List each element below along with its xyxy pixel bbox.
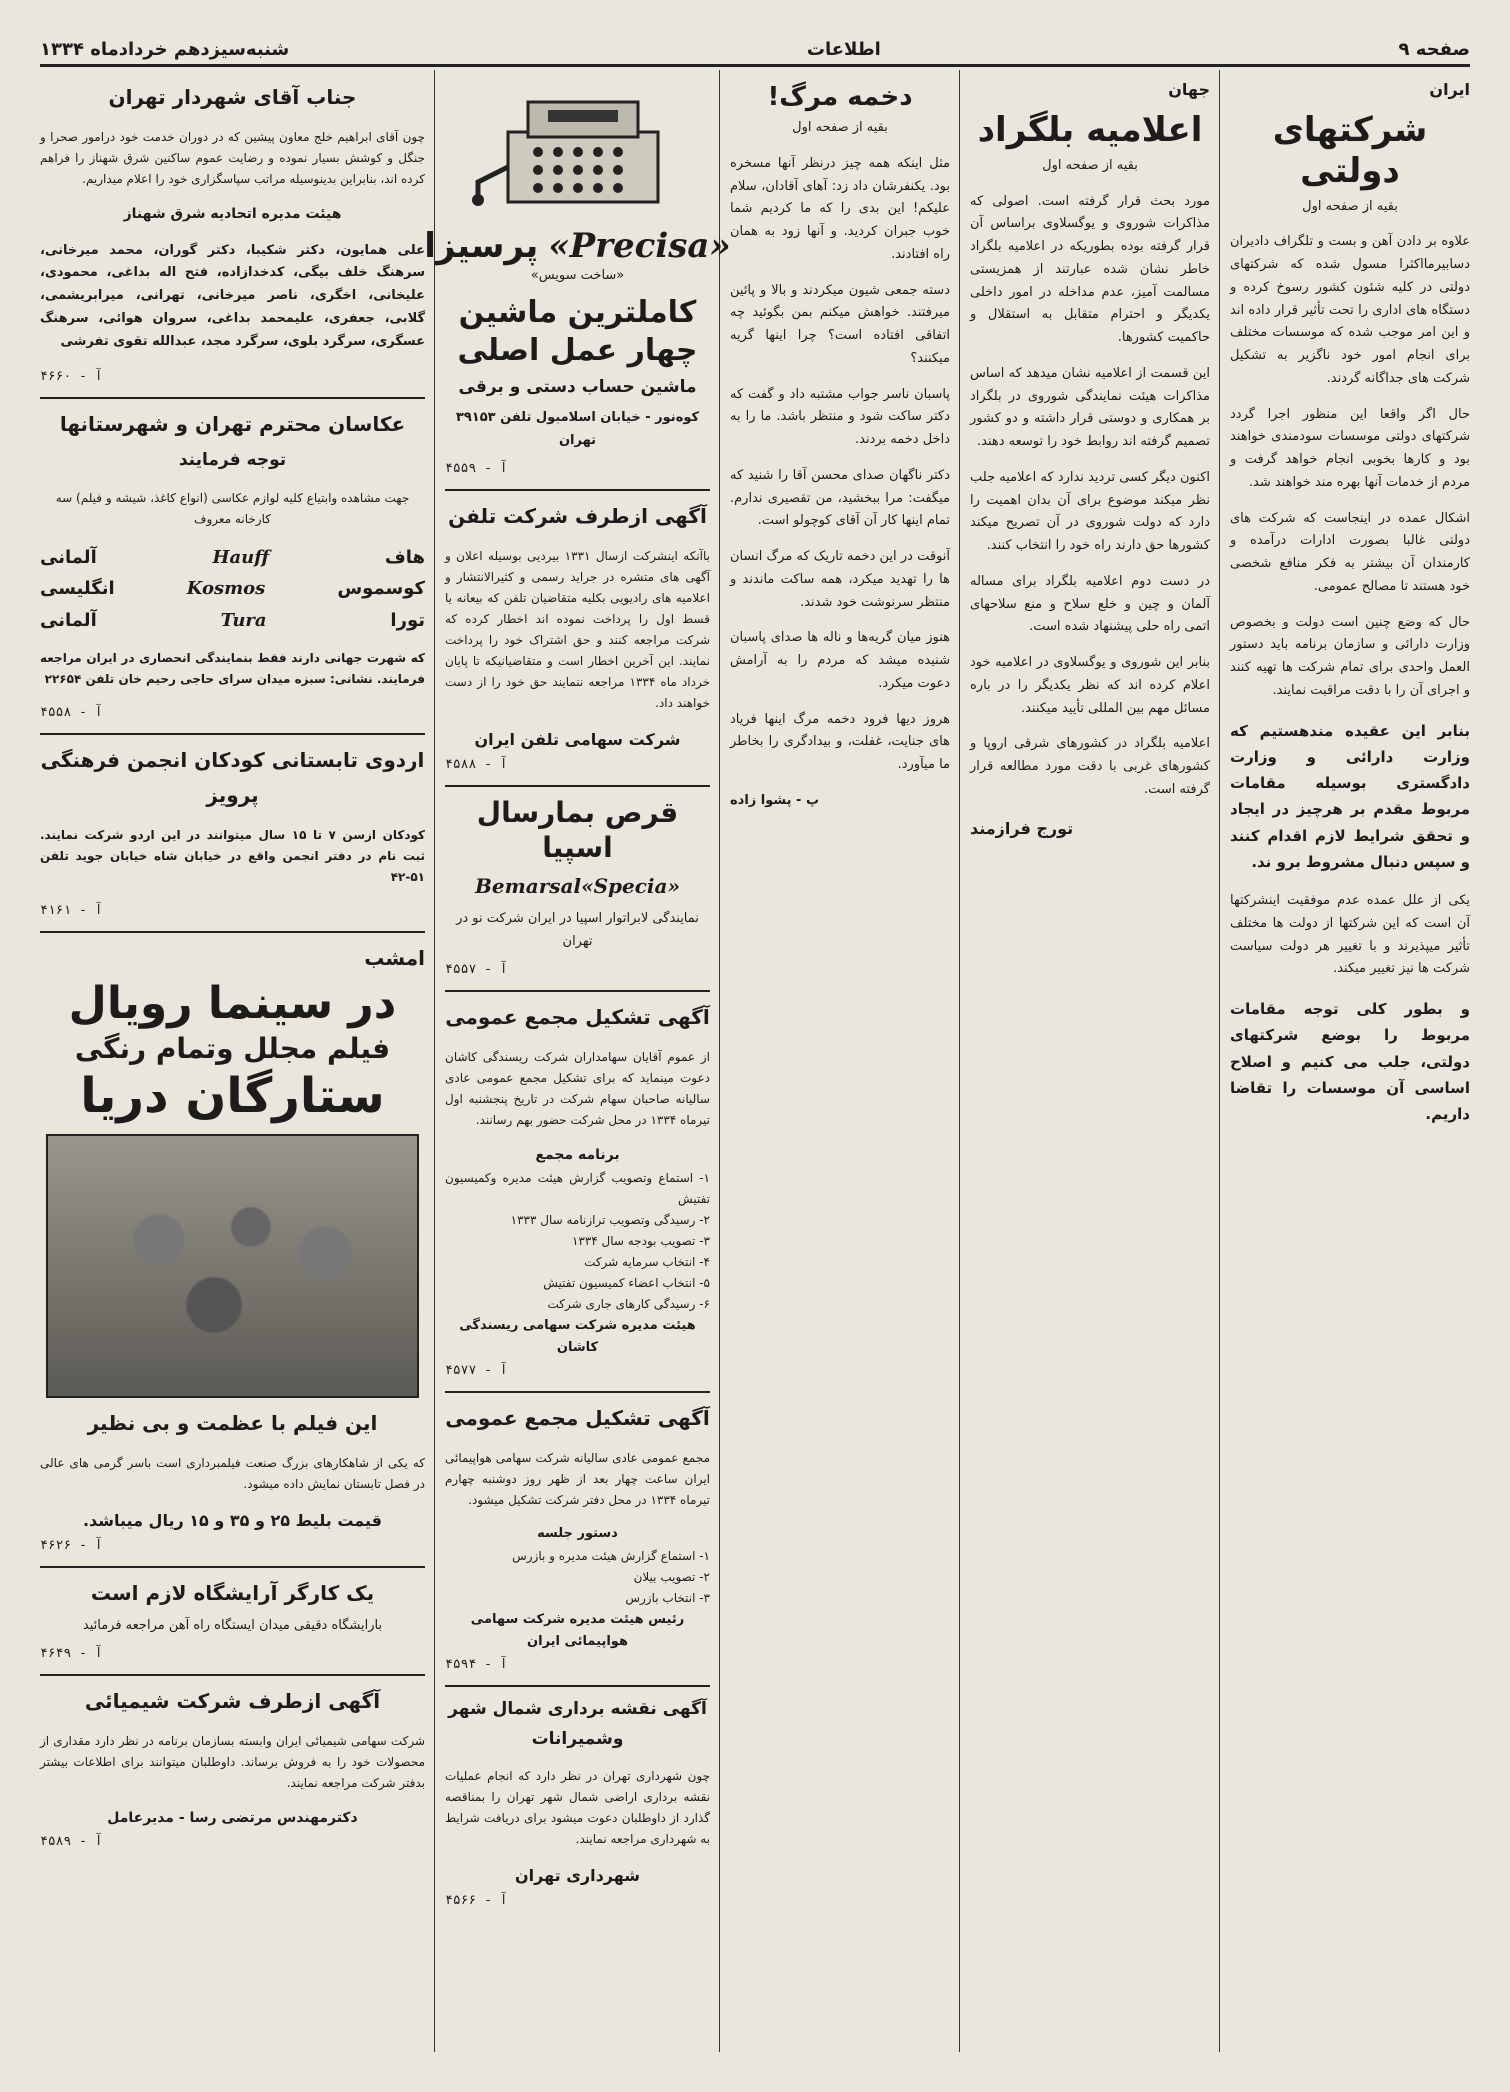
brand-row xyxy=(40,542,425,574)
article-paragraph: در دست دوم اعلامیه بلگراد برای مساله آلمان و چین و خلع سلاح و منع سلاحهای اتمی راه حلی پیشنهاد شده است. xyxy=(970,573,1210,635)
ad-body: کودکان ازسن ۷ تا ۱۵ سال میتوانند در این اردو شرکت نمایند. ثبت نام در دفتر انجمن واقع در خیابان شاه خیابان جوید تلفن ۵۱-۴۲ xyxy=(40,828,425,884)
brand-country: آلمانی xyxy=(40,609,97,631)
byline: تورج فرازمند xyxy=(970,818,1074,838)
brand-row xyxy=(40,605,425,637)
ad-body: جهت مشاهده وابتیاع کلیه لوازم عکاسی (انواع کاغذ، شیشه و فیلم) سه کارخانه معروف xyxy=(55,490,410,526)
article-paragraph: اکنون دیگر کسی تردید ندارد که اعلامیه جلب نظر میکند موضوع برای آن بدان اهمیت را دارد که دولت شوروی در آن تصریح میکند کشورها حق دارند راه خود را انتخاب کنند. xyxy=(970,469,1210,554)
ad-code: آ - ۴۵۵۷ xyxy=(445,962,508,978)
article-paragraph: اعلامیه بلگراد در کشورهای شرقی اروپا و کشورهای غربی با دقت مورد مطالعه قرار گرفته است. xyxy=(970,736,1210,797)
film-title: ستارگان دریا xyxy=(80,1067,385,1124)
article-paragraph: این قسمت از اعلامیه نشان میدهد که اساس مذاکرات هیئت نمایندگی شوروی در بلگراد بر همکاری و دوستی قرار داشته و دو کشور تصمیم گرفته اند روابط خود را توسعه دهند. xyxy=(970,365,1210,450)
article-paragraph: هنوز میان گریه‌ها و ناله ها صدای پاسبان شنیده میشد که مردم را به آرامش دعوت میکرد. xyxy=(730,630,950,691)
tonight-label: امشب xyxy=(364,945,425,970)
article-paragraph: هروز دیها فرود دخمه مرگ اینها فریاد های جنایت، غفلت، و بیدادگری را بخاطر ما میآورد. xyxy=(730,711,950,773)
ad-code: آ - ۴۵۸۸ xyxy=(445,757,508,773)
brand-name: تورا xyxy=(390,609,425,631)
agenda-item: ۳- انتخاب بازرس xyxy=(625,1590,710,1605)
article-paragraph: پاسبان ناسر جواب مشتبه داد و گفت که دکتر ساکت شود و منتظر باشد. ما را به داخل دخمه بردند. xyxy=(730,386,950,448)
brand-name: هاف xyxy=(384,546,425,568)
signatory-names: علی همایون، دکتر شکیبا، دکتر گوران، محمد میرخانی، سرهنگ خلف بیگی، کدخدازاده، فتح اله بداغی، محمودی، علیخانی، اخگری، ناصر میرخانی، تهرانی، میرابریشمی، گلابی، جعفری، علیمحمد بداغی، سروان هوائی، سرهنگ عسگری، سرگرد بلوی، سرگرد مجد، عبدالله تقوی تفرشی xyxy=(40,242,425,349)
film-still-photo xyxy=(46,1134,419,1398)
agenda-item: ۶- رسیدگی کارهای جاری شرکت xyxy=(547,1296,710,1311)
brand-latin: «Precisa» xyxy=(548,226,731,266)
ad-signature: شهرداری تهران xyxy=(514,1866,641,1886)
brand-country: انگلیسی xyxy=(40,578,115,600)
brand-row xyxy=(40,573,425,605)
agenda-item: ۴- انتخاب سرمایه شرکت xyxy=(584,1254,710,1269)
ad-code: آ - ۴۵۷۷ xyxy=(445,1363,508,1379)
film-description: که یکی از شاهکارهای بزرگ صنعت فیلمبرداری است باسر گرمی های عالی در فصل تابستان نمایش داده میشود. xyxy=(40,1455,425,1491)
continued-note: بقیه از صفحه اول xyxy=(1302,198,1398,214)
ad-code: آ - ۴۱۶۱ xyxy=(40,903,103,918)
brand-latin: Kosmos xyxy=(186,578,266,600)
agenda-item: ۳- تصویب بودجه سال ۱۳۳۴ xyxy=(571,1233,710,1248)
ad-body: چون شهرداری تهران در نظر دارد که انجام عملیات نقشه برداری اراضی شمال شهر تهران را بمناقصه گذارد از داوطلبان دعوت میشود برای دریافت شرایط به شهرداری مراجعه نمایند. xyxy=(445,1769,710,1847)
ad-code: آ - ۴۶۴۹ xyxy=(40,1646,103,1662)
column-story xyxy=(730,76,950,2052)
ad-body: مجمع عمومی عادی سالیانه شرکت سهامی هواپیمائی ایران ساعت چهار بعد از ظهر روز دوشنبه چهارم تیرماه ۱۳۳۴ در محل دفتر شرکت تشکیل میشود. xyxy=(445,1450,710,1507)
column-ads-left xyxy=(40,76,425,2052)
article-headline: اعلامیه بلگراد xyxy=(977,110,1203,150)
article-paragraph: اشکال عمده در اینجاست که شرکت های دولتی غالبا بصورت ادارات درآمده و کارمندان آن بیشتر به فکر منافع شخصی خود هستند تا مصالح عمومی. xyxy=(1230,510,1470,594)
ad-title: آگهی ازطرف شرکت تلفن xyxy=(448,504,707,529)
ad-code: آ - ۴۵۸۹ xyxy=(40,1833,103,1849)
ad-title: آگهی تشکیل مجمع عمومی xyxy=(445,1405,710,1430)
ad-brand-latin: Bemarsal«Specia» xyxy=(475,873,680,898)
ad-body: باآنکه اینشرکت ازسال ۱۳۳۱ بیردیی بوسیله اعلان و آگهی های متشره در جراید رسمی و کثیرالانتشار و اعلامیه های رادیویی بکلیه متقاضیان تلفن که بیعانه یا قسط اول را پرداخت نموده اند اخطار کرده که شرکت مراجعه کنند و حق اشتراک خود را پرداخت نمایند. این آخرین اخطار است و متقاضیانیکه تا پایان خرداد ماه ۱۳۳۴ مراجعه ننمایند حق خود را از دست خواهند داد. xyxy=(445,549,710,711)
brand-latin: Hauff xyxy=(212,546,270,568)
agenda-item: ۵- انتخاب اعضاء کمیسیون تفتیش xyxy=(543,1275,710,1290)
paper-name: اطلاعات xyxy=(806,38,881,60)
article-paragraph: حال اگر واقعا این منظور اجرا گردد شرکتهای دولتی موسسات سودمندی خواهند بود و کارها بخوبی انجام خواهد گرفت و مردم از خدمات آنها بهره مند خواهند شد. xyxy=(1230,406,1470,490)
article-paragraph: حال که وضع چنین است دولت و بخصوص وزارت دارائی و سازمان برنامه باید دستور العمل واحدی برای تمام شرکت ها تهیه کنند و اجرای آن را با دقت مراقبت نمایند. xyxy=(1230,614,1470,698)
continued-note: بقیه از صفحه اول xyxy=(792,120,888,136)
ad-title: آگهی تشکیل مجمع عمومی xyxy=(445,1005,710,1030)
article-closing: و بطور کلی توجه مقامات مربوط را بوضع شرکتهای دولتی، جلب می کنیم و اصلاح اساسی آن موسسات را تقاضا داریم. xyxy=(1230,1000,1470,1124)
ad-signature: هیئت مدیره اتحادیه شرق شهناز xyxy=(123,206,342,222)
article-paragraph: مثل اینکه همه چیز درنظر آنها مسخره بود. یکنفرشان داد زد: آهای آقادان، سلام علیکم! این بدی را که ما کردیم شما خوب جبران کردید. و آنها زود به همان راه افتادند. xyxy=(730,155,950,262)
ad-title: یک کارگر آرایشگاه لازم است xyxy=(90,1580,375,1605)
article-paragraph: دسته جمعی شیون میکردند و بالا و پائین میرفتند. خواهش میکنم بمن بگوئید چه اتفاقی افتاده است؟ چرا اینها گریه میکنند؟ xyxy=(730,282,950,366)
article-bold-paragraph: بنابر این عقیده مندهستیم که وزارت دارائی و وزارت دادگستری بوسیله مقامات مربوط مقدم بر هرچیز در ایجاد و تحقق شرایط لازم اقدام کنند و سپس دنبال مشروط برو ند. xyxy=(1230,721,1470,871)
film-tagline: این فیلم با عظمت و بی نظیر xyxy=(87,1410,378,1435)
ad-signature: شرکت سهامی تلفن ایران xyxy=(474,730,681,750)
agenda-item: ۲- تصویب بیلان xyxy=(633,1569,710,1584)
agenda-item: ۱- استماع گزارش هیئت مدیره و بازرس xyxy=(512,1548,710,1563)
article-paragraph: بنابر این شوروی و یوگسلاوی در اعلامیه خود اعلام کرده اند که نظر یکدیگر را در باره مسائل مهم بین المللی تأیید میکنند. xyxy=(970,655,1210,716)
ad-body: شرکت سهامی شیمیائی ایران وابسته بسازمان برنامه در نظر دارد مقداری از محصولات خود را به فروش برساند. داوطلبان میتوانند برای اطلاعات بیشتر بدفتر شرکت مراجعه نمایند. xyxy=(40,1734,425,1790)
ad-body: نمایندگی لابراتوار اسپیا در ایران شرکت نو در تهران xyxy=(456,910,699,949)
article-paragraph: دکتر ناگهان صدای محسن آقا را شنید که میگفت: مرا ببخشید، من تقصیری ندارم. تمام اینها کار آن آقای کوچولو است. xyxy=(730,467,950,529)
section-label: ایران xyxy=(1429,80,1470,99)
issue-date: شنبه‌سیزدهم خردادماه ۱۳۳۴ xyxy=(40,38,290,60)
article-headline: دخمه مرگ! xyxy=(767,82,913,112)
ad-body: که شهرت جهانی دارند فقط بنمایندگی انحصاری در ایران مراجعه فرمایند. نشانی: سبزه میدان سرای حاجی رحیم خان تلفن ۲۲۶۵۴ xyxy=(40,651,425,687)
agenda-item: ۱- استماع وتصویب گزارش هیئت مدیره وکمیسیون تفتیش xyxy=(445,1170,710,1206)
ad-code: آ - ۴۶۲۶ xyxy=(40,1537,103,1553)
section-label: جهان xyxy=(1168,80,1210,99)
made-in-label: «ساخت سویس» xyxy=(530,268,625,284)
ad-title: آگهی ازطرف شرکت شیمیائی xyxy=(84,1689,381,1713)
ad-title: آگهی نقشه برداری شمال شهر وشمیرانات xyxy=(448,1698,707,1749)
ad-signature: دکترمهندس مرتضی رسا - مدیرعامل xyxy=(107,1810,358,1826)
agenda-title: دستور جلسه xyxy=(537,1525,618,1541)
ad-body: چون آقای ابراهیم خلج معاون پیشین که در دوران خدمت خود درامور صحرا و جنگل و کوشش بسیار نموده و رضایت عموم ساکنین شرق شهناز را فراهم کرده اند، بنابراین بدینوسیله مراتب سپاسگزاری خود را اعلام میداریم. xyxy=(40,130,425,186)
ad-address: کوه‌نور - خیابان اسلامبول تلفن ۳۹۱۵۳ تهران xyxy=(455,409,700,448)
ad-signature: هیئت مدیره شرکت سهامی ریسندگی کاشان xyxy=(459,1317,696,1356)
byline: پ - پشوا زاده xyxy=(730,792,820,808)
ad-body: بارایشگاه دقیقی میدان ایستگاه راه آهن مراجعه فرمائید xyxy=(82,1617,383,1633)
article-headline: شرکتهای دولتی xyxy=(1272,110,1428,191)
column-world xyxy=(970,76,1210,2052)
ad-signature: رئیس هیئت مدیره شرکت سهامی هواپیمائی ایران xyxy=(470,1611,685,1650)
ticket-price: قیمت بلیط ۲۵ و ۳۵ و ۱۵ ریال میباشد. xyxy=(82,1510,383,1530)
agenda-item: ۲- رسیدگی وتصویب ترازنامه سال ۱۳۳۳ xyxy=(510,1212,710,1227)
ad-title: جناب آقای شهردار تهران xyxy=(108,85,357,109)
brand-country: آلمانی xyxy=(40,546,97,568)
article-paragraph: آنوقت در این دخمه تاریک که مرگ انسان ها را تهدید میکرد، همه ساکت ماندند و منتظر سرنوشت خود شدند. xyxy=(730,549,950,610)
brand-latin: Tura xyxy=(220,609,267,631)
brand-persian: پرسیزا xyxy=(424,226,539,266)
masthead xyxy=(40,34,1470,67)
article-paragraph: مورد بحث قرار گرفته است. اصولی که مذاکرات شوروی و یوگسلاوی براساس آن قرار گرفته بوده بطوریکه در اعلامیه بلگراد خاطر نشان شده عبارتند از همزیستی مسالمت آمیز، عدم مداخله در امور داخلی یکدیگر و احترام متقابل به استقلال و حاکمیت کشورها. xyxy=(970,193,1210,346)
article-paragraph: یکی از علل عمده عدم موفقیت اینشرکتها آن است که این شرکتها از دولت ها مختلف تأثیر میپذیرند و با تغییر هر دولت سیاست شرکت ها نیز تغییر میکند. xyxy=(1230,893,1470,977)
brand-name: کوسموس xyxy=(337,578,425,600)
ad-body: از عموم آقایان سهامداران شرکت ریسندگی کاشان دعوت مینماید که برای تشکیل مجمع عمومی عادی سالیانه صاحبان سهام شرکت در تاریخ پنجشنبه اول تیرماه ۱۳۳۴ در محل شرکت حضور بهم رسانند. xyxy=(445,1050,710,1128)
agenda-title: برنامه مجمع xyxy=(535,1147,620,1164)
ad-title: اردوی تابستانی کودکان انجمن فرهنگی پرویز xyxy=(40,748,425,807)
ad-title: قرص بمارسال اسپیا xyxy=(476,795,679,864)
ad-code: آ - ۴۵۶۶ xyxy=(445,1893,508,1909)
ad-description: ماشین حساب دستی و برقی xyxy=(458,377,697,398)
cinema-title: در سینما رویال xyxy=(68,977,397,1029)
cinema-subtitle: فیلم مجلل وتمام رنگی xyxy=(74,1031,391,1065)
ad-code: آ - ۴۵۵۸ xyxy=(40,705,103,721)
page-number: صفحه ۹ xyxy=(1398,38,1470,60)
column-iran xyxy=(1230,76,1470,2052)
column-ads-center xyxy=(424,76,731,2052)
article-paragraph: علاوه بر دادن آهن و بست و تلگراف دادیران دسابیرمااکثرا مسول شده که شرکتهای دولتی در کلیه شئون کشور رسوخ کرده و دستگاه های اداری را تحت تأثیر قرار داده اند و این امر موجب شده که موسسات مختلف برای انجام امور خود ناگزیر به تشکیل شرکت های جداگانه گردند. xyxy=(1230,234,1470,386)
ad-code: آ - ۴۵۹۴ xyxy=(445,1657,508,1673)
ad-code: آ - ۴۵۵۹ xyxy=(445,461,508,477)
ad-title: عکاسان محترم تهران و شهرستانها xyxy=(59,412,406,436)
ad-code: آ - ۴۶۶۰ xyxy=(40,369,103,385)
continued-note: بقیه از صفحه اول xyxy=(1042,157,1138,173)
calculator-illustration xyxy=(468,82,688,222)
ad-subtitle: توجه فرمایند xyxy=(178,450,287,470)
ad-slogan: کاملترین ماشین چهار عمل اصلی xyxy=(457,295,698,368)
